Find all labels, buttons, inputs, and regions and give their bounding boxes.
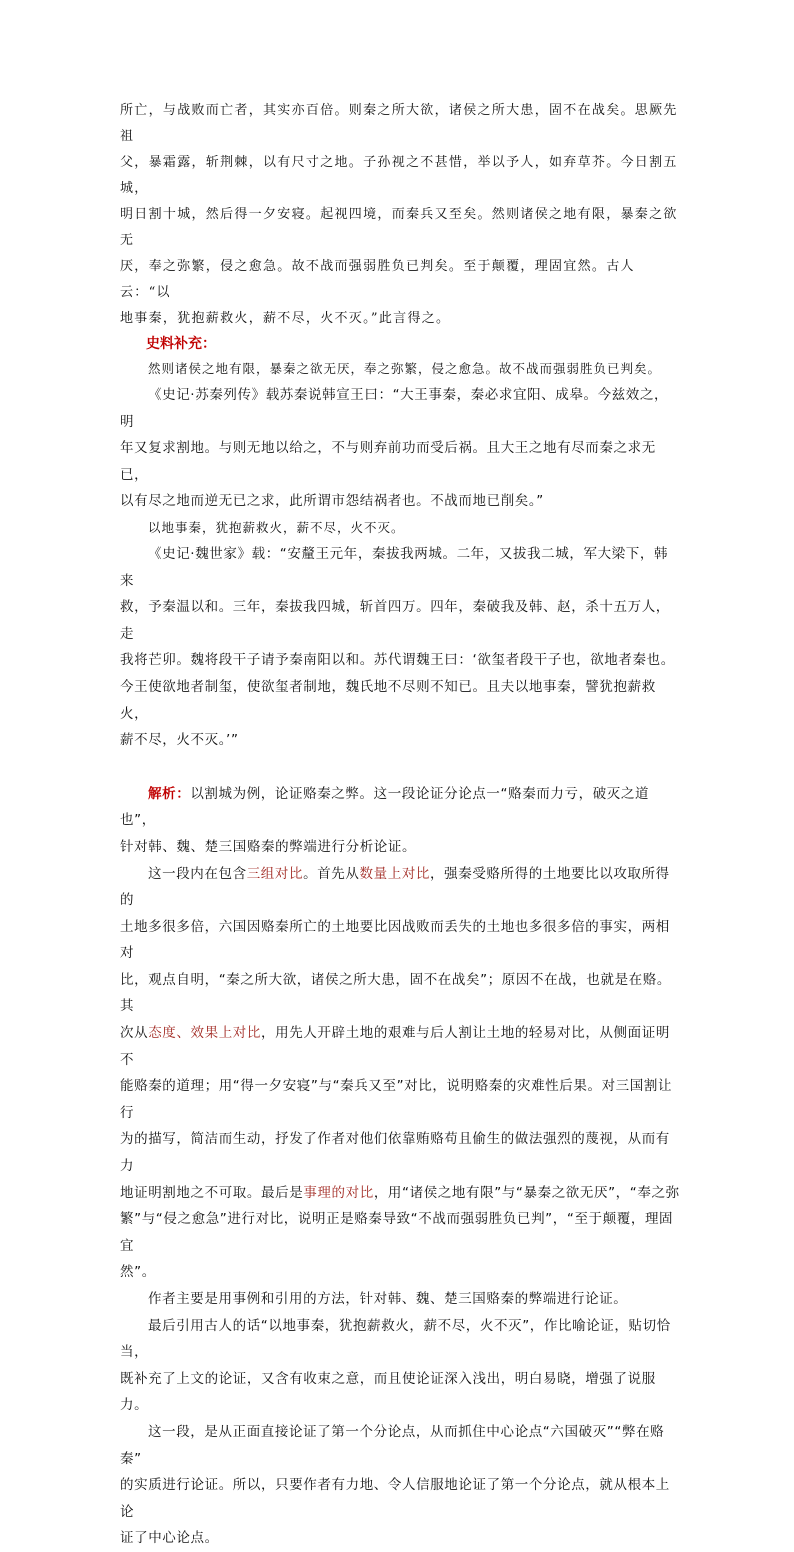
text-span: 次从 bbox=[120, 1025, 149, 1042]
paragraph-line: 比，观点自明，“秦之所大欲，诸侯之所大患，固不在战矣”；原因不在战，也就是在赂。其 bbox=[120, 971, 671, 1015]
paragraph-line: 最后引用古人的话“以地事秦，犹抱薪救火，薪不尽，火不灭”，作比喻论证，贴切恰当， bbox=[120, 1317, 671, 1361]
supplement-quote: 然则诸侯之地有限，暴秦之欲无厌，奉之弥繁，侵之愈急。故不战而强弱胜负已判矣。 bbox=[148, 361, 662, 376]
paragraph-line: 《史记·魏世家》载：“安釐王元年，秦拔我两城。二年，又拔我二城，军大梁下，韩来 bbox=[120, 545, 669, 589]
analysis-line bbox=[120, 861, 680, 914]
spacer bbox=[120, 754, 680, 781]
passage-line: 厌，奉之弥繁，侵之愈急。故不战而强弱胜负已判矣。至于颠覆，理固宜然。古人云：“以 bbox=[120, 259, 635, 300]
text-span: ，强秦受赂所得的土地要比以攻取所得的 bbox=[120, 865, 670, 909]
paragraph-line: 《史记·苏秦列传》载苏秦说韩宣王曰：“大王事秦，秦必求宜阳、成皋。今兹效之，明 bbox=[120, 387, 669, 430]
passage bbox=[120, 98, 680, 332]
analysis-line bbox=[120, 1020, 680, 1073]
highlight-term: 数量上对比 bbox=[359, 865, 431, 882]
paragraph-line: 既补充了上文的论证，又含有收束之意，而且使论证深入浅出，明白易晓，增强了说服力。 bbox=[120, 1370, 656, 1414]
passage-line: 父，暴霜露，斩荆棘，以有尺寸之地。子孙视之不甚惜，举以予人，如弃草芥。今日割五城， bbox=[120, 155, 678, 196]
highlight-term: 三组对比 bbox=[246, 865, 304, 882]
paragraph-line: 为的描写，简洁而生动，抒发了作者对他们依靠贿赂苟且偷生的做法强烈的蔑视，从而有力 bbox=[120, 1131, 670, 1175]
analysis-section bbox=[120, 781, 680, 1552]
paragraph-line: 土地多很多倍，六国因赂秦所亡的土地要比因战败而丢失的土地也多很多倍的事实，两相对 bbox=[120, 918, 670, 962]
text-span: 地证明割地之不可取。最后是 bbox=[120, 1184, 304, 1201]
supplement-paragraph bbox=[120, 541, 680, 754]
highlight-term: 态度、效果上对比 bbox=[148, 1025, 262, 1042]
supplement-heading: 史料补充： bbox=[146, 336, 216, 352]
paragraph-line: 针对韩、魏、楚三国赂秦的弊端进行分析论证。 bbox=[120, 838, 417, 855]
text-span: 。首先从 bbox=[303, 865, 360, 882]
supplement-paragraph bbox=[120, 382, 680, 515]
paragraph-line: 以有尽之地而逆无已之求，此所谓市怨结祸者也。不战而地已削矣。” bbox=[120, 493, 544, 510]
paragraph-line: 这一段，是从正面直接论证了第一个分论点，从而抓住中心论点“六国破灭”“弊在赂秦” bbox=[120, 1423, 665, 1467]
passage-line: 明日割十城，然后得一夕安寝。起视四境，而秦兵又至矣。然则诸侯之地有限，暴秦之欲无 bbox=[120, 207, 678, 248]
supplement-quote: 以地事秦，犹抱薪救火，薪不尽，火不灭。 bbox=[148, 519, 405, 535]
paragraph-line: 繁”与“侵之愈急”进行对比，说明正是赂秦导致“不战而强弱胜负已判”，“至于颠覆，理固宜 bbox=[120, 1211, 674, 1254]
analysis-label: 解析： bbox=[148, 785, 191, 802]
analysis-line bbox=[120, 1180, 680, 1207]
paragraph-line: 今王使欲地者制玺，使欲玺者制地，魏氏地不尽则不知已。且夫以地事秦，譬犹抱薪救火， bbox=[120, 678, 656, 722]
paragraph-line: 作者主要是用事例和引用的方法，针对韩、魏、楚三国赂秦的弊端进行论证。 bbox=[148, 1291, 628, 1307]
analysis-intro bbox=[120, 781, 680, 834]
paragraph-line: 年又复求割地。与则无地以给之，不与则弃前功而受后祸。且大王之地有尽而秦之求无已， bbox=[120, 440, 656, 483]
text-span: 这一段内在包含 bbox=[148, 865, 247, 882]
paragraph-line: 能赂秦的道理；用“得一夕安寝”与“秦兵又至”对比，说明赂秦的灾难性后果。对三国割让行 bbox=[120, 1078, 673, 1121]
passage-line: 所亡，与战败而亡者，其实亦百倍。则秦之所大欲，诸侯之所大患，固不在战矣。思厥先祖 bbox=[120, 103, 678, 144]
paragraph-line: 的实质进行论证。所以，只要作者有力地、令人信服地论证了第一个分论点，就从根本上论 bbox=[120, 1477, 670, 1520]
passage-line: 地事秦，犹抱薪救火，薪不尽，火不灭。”此言得之。 bbox=[120, 311, 451, 326]
text-span: ，用先人开辟土地的艰难与后人割让土地的轻易对比，从侧面证明不 bbox=[120, 1025, 670, 1068]
paragraph-line: 救，予秦温以和。三年，秦拔我四城，斩首四万。四年，秦破我及韩、赵，杀十五万人，走 bbox=[120, 599, 670, 642]
paragraph-line: 然”。 bbox=[120, 1264, 156, 1281]
paragraph-line: 证了中心论点。 bbox=[120, 1530, 219, 1547]
document-page bbox=[120, 98, 680, 1552]
paragraph-line: 薪不尽，火不灭。’” bbox=[120, 732, 239, 749]
highlight-term: 事理的对比 bbox=[303, 1184, 374, 1201]
text-span: ，用“诸侯之地有限”与“暴秦之欲无厌”，“奉之弥 bbox=[373, 1184, 680, 1201]
paragraph-line: 我将芒卯。魏将段干子请予秦南阳以和。苏代谓魏王曰：‘欲玺者段干子也，欲地者秦也。 bbox=[120, 652, 675, 669]
analysis-text: 以割城为例，论证赂秦之弊。这一段论证分论点一“赂秦而力亏，破灭之道也”， bbox=[120, 785, 650, 829]
